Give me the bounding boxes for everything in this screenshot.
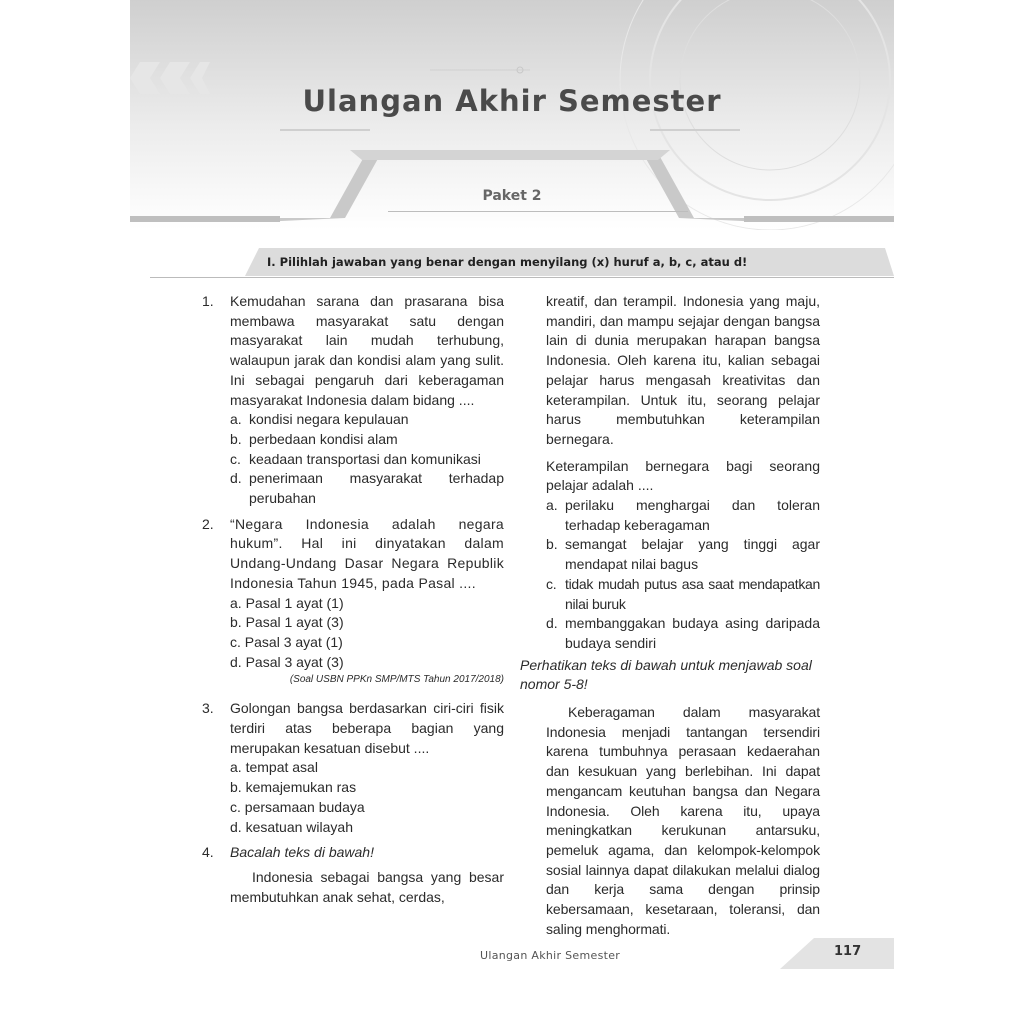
option-a[interactable]: a. perilaku menghargai dan toleran terhadap keberagaman [546,497,820,533]
header-banner [130,0,894,230]
instruction-bar [245,248,894,276]
question-number: 2. [202,515,214,532]
passage-continued: kreatif, dan terampil. Indonesia yang maju, mandiri, dan mampu sejajar dengan bangsa lain di dunia merupakan harapan bangsa Indonesia. Oleh karena itu, kalian sebagai pelajar harus mengasah kreativitas dan keterampilan. Untuk itu, seorang pelajar harus membutuhkan keterampilan bernegara. [546,293,820,447]
question-4-stem: Keterampilan bernegara bagi seorang pelajar adalah .... [546,457,820,494]
option-c[interactable]: c. tidak mudah putus asa saat mendapatkan nilai buruk [546,575,820,612]
note-questions-5-8: Perhatikan teks di bawah untuk menjawab soal nomor 5-8! [520,656,812,693]
option-d[interactable]: d. membanggakan budaya asing daripada budaya sendiri [546,615,820,651]
option-c[interactable]: c. keadaan transportasi dan komunikasi [230,450,481,467]
question-4 [202,843,504,907]
option-b[interactable]: b. kemajemukan ras [230,779,357,796]
paket-label: Paket 2 [482,188,542,204]
option-b[interactable]: b. semangat belajar yang tinggi agar mendapat nilai bagus [546,536,820,573]
option-d[interactable]: d. kesatuan wilayah [230,818,353,835]
question-text: Kemudahan sarana dan prasarana bisa membawa masyarakat satu dengan masyarakat lain mudah terhubung, walaupun jarak dan kondisi alam yang sulit. Ini sebagai pengaruh dari keberagaman masyarakat Indonesia dalam bidang .... [230,293,504,408]
passage-start: Indonesia sebagai bangsa yang besar membutuhkan anak sehat, cerdas, [230,868,504,905]
question-3 [202,699,504,837]
option-b[interactable]: b. Pasal 1 ayat (3) [230,614,344,631]
question-intro: Bacalah teks di bawah! [230,844,374,861]
paket-divider [388,211,688,212]
instruction-rule [150,277,894,278]
question-source: (Soal USBN PPKn SMP/MTS Tahun 2017/2018) [289,674,504,686]
option-d[interactable]: d. penerimaan masyarakat terhadap perubahan [230,470,504,507]
question-text: Golongan bangsa berdasarkan ciri-ciri fisik terdiri atas beberapa bagian yang merupakan kesatuan disebut .... [230,700,504,756]
option-d[interactable]: d. Pasal 3 ayat (3) [230,653,344,670]
option-c[interactable]: c. persamaan budaya [230,798,365,815]
footer-label: Ulangan Akhir Semester [480,949,621,962]
passage-5-8: Keberagaman dalam masyarakat Indonesia menjadi tantangan tersendiri karena tumbuhnya perasaan kedaerahan dan kesukuan yang berlebihan. Ini dapat mengancam keutuhan bangsa dan Negara Indonesia. Oleh karena itu, upaya meningkatkan kerukunan antarsuku, pemeluk agama, dan kelompok-kelompok sosial lainnya dapat dilakukan melalui dialog dan kerja sama dengan prinsip kebersamaan, kesetaraan, toleransi, dan saling menghormati. [546,704,820,937]
question-number: 3. [202,700,214,717]
question-text: “Negara Indonesia adalah negara hukum”. Hal ini dinyatakan dalam Undang-Undang Dasar Negara Republik Indonesia Tahun 1945, pada Pasal .... [230,515,504,591]
question-2 [202,515,504,688]
option-c[interactable]: c. Pasal 3 ayat (1) [230,633,343,650]
right-column [520,292,820,940]
option-b[interactable]: b. perbedaan kondisi alam [230,430,398,447]
option-a[interactable]: a. tempat asal [230,759,318,776]
question-1 [202,292,504,509]
page-number: 117 [834,944,862,959]
question-number: 4. [202,844,214,861]
question-number: 1. [202,293,214,309]
book-page [130,0,894,1024]
option-a[interactable]: a. kondisi negara kepulauan [230,411,409,428]
left-column [202,292,504,913]
option-a[interactable]: a. Pasal 1 ayat (1) [230,594,344,611]
page-title: Ulangan Akhir Semester [302,84,722,118]
instruction-text: I. Pilihlah jawaban yang benar dengan menyilang (x) huruf a, b, c, atau d! [267,255,748,269]
